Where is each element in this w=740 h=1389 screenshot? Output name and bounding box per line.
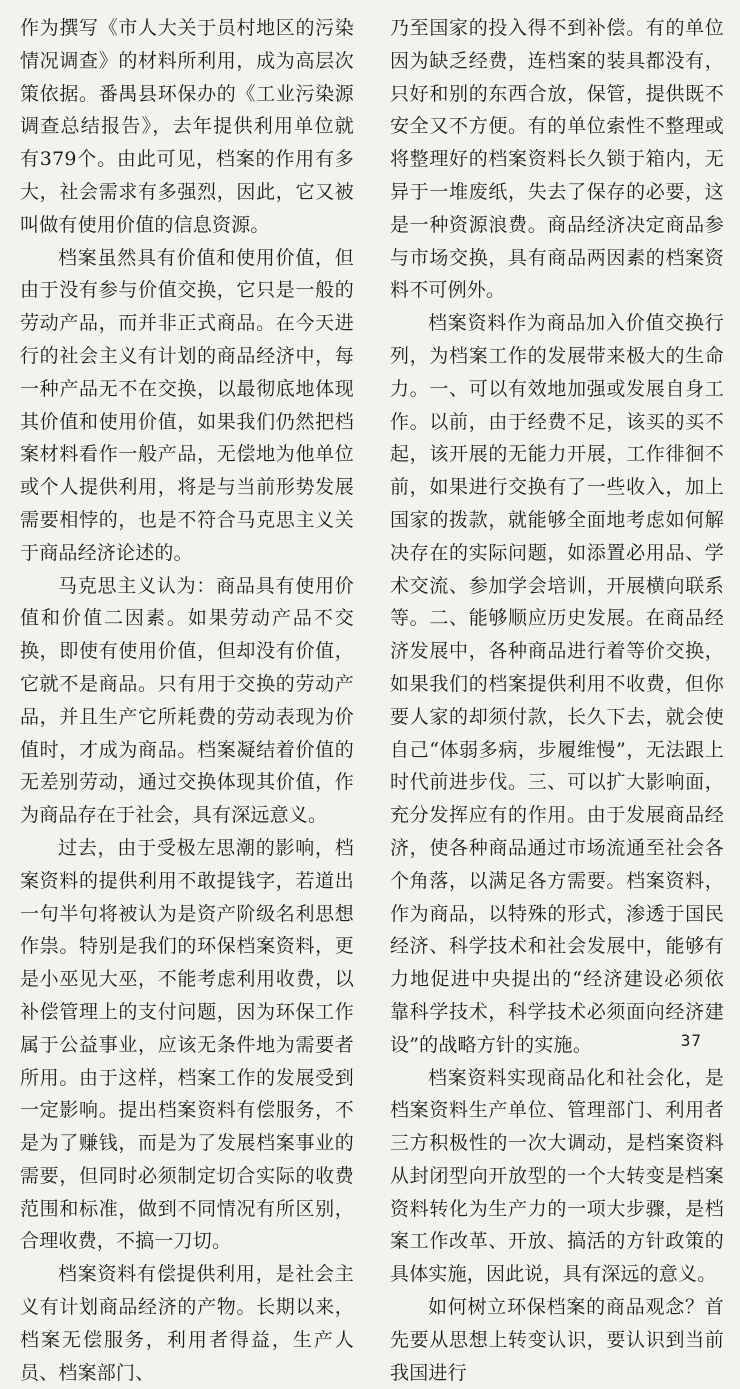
paragraph: 如何树立环保档案的商品观念？首先要从思想上转变认识，要认识到当前我国进行 xyxy=(390,1296,724,1384)
paragraph: 档案虽然具有价值和使用价值，但由于没有参与价值交换，它只是一般的劳动产品，而并非正式商品。在今天进行的社会主义有计划的商品经济中，每一种产品无不在交换，以最彻底地体现其价值和使用价值，如果我们仍然把档案材料看作一般产品，无偿地为他单位或个人提供利用，将是与当前形势发展需要相悖的，也是不符合马克思主义关于商品经济论述的。 xyxy=(20,246,354,564)
paragraph: 作为撰写《市人大关于员村地区的污染情况调查》的材料所利用，成为高层次策依据。番禺县环保办的《工业污染源调查总结报告》，去年提供利用单位就有379个。由此可见，档案的作用有多大，社会需求有多强烈，因此，它又被叫做有使用价值的信息资源。 xyxy=(20,17,354,236)
paragraph: 乃至国家的投入得不到补偿。有的单位因为缺乏经费，连档案的装具都没有，只好和别的东西合放，保管，提供既不安全又不方便。有的单位索性不整理或将整理好的档案资料长久锁于箱内，无异于一堆废纸，失去了保存的必要，这是一种资源浪费。商品经济决定商品参与市场交换，具有商品两因素的档案资料不可例外。 xyxy=(390,17,724,302)
page-number: 37 xyxy=(680,1031,702,1050)
paragraph: 马克思主义认为：商品具有使用价值和价值二因素。如果劳动产品不交换，即使有使用价值，但却没有价值，它就不是商品。只有用于交换的劳动产品，并且生产它所耗费的劳动表现为价值时，才成为商品。档案凝结着价值的无差别劳动，通过交换体现其价值，作为商品存在于社会，具有深远意义。 xyxy=(20,574,354,827)
paragraph: 档案资料有偿提供利用，是社会主义有计划商品经济的产物。长期以来，档案无偿服务，利用者得益，生产人员、档案部门、 xyxy=(20,1263,354,1384)
paragraph: 档案资料实现商品化和社会化，是档案资料生产单位、管理部门、利用者三方积极性的一次大调动，是档案资料从封闭型向开放型的一个大转变是档案资料转化为生产力的一项大步骤，是档案工作改革、开放、搞活的方针政策的具体实施，因此说，具有深远的意义。 xyxy=(390,1066,724,1286)
paragraph: 过去，由于受极左思潮的影响，档案资料的提供利用不敢提钱字，若道出一句半句将被认为是资产阶级名利思想作祟。特别是我们的环保档案资料，更是小巫见大巫，不能考虑利用收费，以补偿管理上的支付问题，因为环保工作属于公益事业，应该无条件地为需要者所用。由于这样，档案工作的发展受到一定影响。提出档案资料有偿服务，不是为了赚钱，而是为了发展档案事业的需要，但同时必须制定切合实际的收费范围和标准，做到不同情况有所区别，合理收费，不搞一刀切。 xyxy=(20,836,354,1253)
right-column xyxy=(390,12,724,1389)
left-column xyxy=(20,12,354,1389)
paragraph: 档案资料作为商品加入价值交换行列，为档案工作的发展带来极大的生命力。一、可以有效地加强或发展自身工作。以前，由于经费不足，该买的买不起，该开展的无能力开展，工作徘徊不前，如果进行交换有了一些收入，加上国家的拨款，就能够全面地考虑如何解决存在的实际问题，如添置必用品、学术交流、参加学会培训，开展横向联系等。二、能够顺应历史发展。在商品经济发展中，各种商品进行着等价交换，如果我们的档案提供利用不收费，但你要人家的却须付款，长久下去，就会使自己“体弱多病，步履维慢”，无法跟上时代前进步伐。三、可以扩大影响面，充分发挥应有的作用。由于发展商品经济，使各种商品通过市场流通至社会各个角落，以满足各方需要。档案资料，作为商品，以特殊的形式，渗透于国民经济、科学技术和社会发展中，能够有力地促进中央提出的“经济建设必须依靠科学技术，科学技术必须面向经济建设”的战略方针的实施。 xyxy=(390,312,724,1056)
